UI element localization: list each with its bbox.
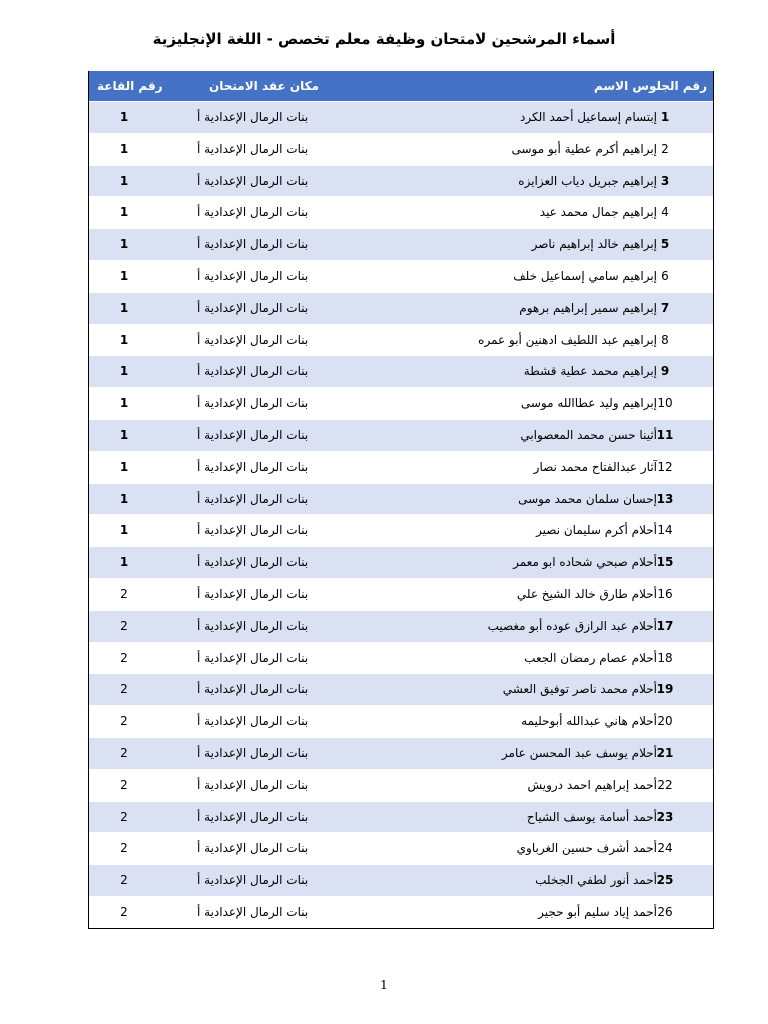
exam-place: بنات الرمال الإعدادية أ	[197, 618, 309, 633]
seat-number: 20	[657, 714, 673, 729]
seat-number: 25	[656, 873, 674, 888]
candidate-name: إبراهيم وليد عطاالله موسى	[520, 396, 657, 411]
hall-number: 2	[120, 777, 128, 792]
exam-place: بنات الرمال الإعدادية أ	[197, 205, 309, 220]
table-row	[89, 324, 713, 356]
table-row	[89, 419, 713, 451]
seat-number: 14	[657, 523, 673, 538]
exam-place: بنات الرمال الإعدادية أ	[197, 141, 309, 156]
exam-place: بنات الرمال الإعدادية أ	[197, 745, 309, 760]
candidate-name: إبتسام إسماعيل أحمد الكرد	[520, 110, 657, 124]
candidate-name: أحلام أكرم سليمان نصير	[536, 523, 657, 538]
seat-number: 13	[656, 491, 674, 506]
hall-number: 1	[119, 491, 129, 506]
header-seat-name: رقم الجلوس الاسم	[593, 79, 707, 93]
candidate-name: إبراهيم أكرم عطية أبو موسى	[511, 141, 657, 156]
table-row	[89, 514, 713, 546]
table-row	[89, 292, 713, 324]
candidate-name: أحمد أسامة يوسف الشياح	[526, 809, 657, 824]
seat-number: 15	[656, 555, 674, 570]
exam-place: بنات الرمال الإعدادية أ	[197, 904, 309, 919]
hall-number: 2	[120, 841, 128, 856]
seat-number: 17	[656, 618, 674, 633]
table-row	[89, 165, 713, 197]
table-row	[89, 260, 713, 292]
exam-place: بنات الرمال الإعدادية أ	[197, 873, 309, 888]
candidate-name: إبراهيم جبريل دياب العزايزه	[518, 173, 657, 188]
table-row	[89, 387, 713, 419]
seat-number: 24	[657, 841, 673, 856]
seat-number: 22	[657, 777, 673, 792]
seat-number: 3	[660, 173, 670, 188]
hall-number: 1	[119, 205, 129, 220]
table-row	[89, 673, 713, 705]
hall-number: 2	[120, 873, 128, 888]
seat-number: 5	[660, 237, 670, 252]
table-body	[89, 101, 713, 928]
exam-place: بنات الرمال الإعدادية أ	[197, 650, 309, 665]
table-row	[89, 610, 713, 642]
hall-number: 2	[120, 682, 128, 697]
hall-number: 1	[119, 300, 129, 315]
page-title: أسماء المرشحين لامتحان وظيفة معلم تخصص - اللغة الإنجليزية	[152, 30, 616, 48]
table-row	[89, 642, 713, 674]
candidate-name: إبراهيم خالد إبراهيم ناصر	[531, 237, 657, 252]
hall-number: 1	[119, 141, 129, 156]
exam-place: بنات الرمال الإعدادية أ	[197, 268, 309, 283]
table-row	[89, 896, 713, 928]
hall-number: 1	[119, 396, 129, 411]
table-row	[89, 864, 713, 896]
candidate-name: أحمد أنور لطفي الجخلب	[535, 873, 657, 888]
table-row	[89, 546, 713, 578]
table-header	[89, 71, 713, 101]
table-row	[89, 801, 713, 833]
seat-number: 12	[657, 459, 673, 474]
seat-number: 23	[656, 809, 674, 824]
candidate-name: أحلام محمد ناصر توفيق العشي	[502, 682, 657, 697]
seat-number: 6	[661, 268, 669, 283]
hall-number: 1	[119, 523, 129, 538]
seat-number: 7	[660, 300, 670, 315]
hall-number: 1	[119, 237, 129, 252]
table-row	[89, 483, 713, 515]
candidate-name: أحمد إياد سليم أبو حجير	[538, 904, 657, 919]
candidate-name: أحلام صبحي شحاده ابو معمر	[513, 555, 657, 570]
candidate-name: إبراهيم محمد عطية قشطة	[523, 364, 657, 379]
exam-place: بنات الرمال الإعدادية أ	[197, 682, 309, 697]
seat-number: 19	[656, 682, 674, 697]
table-row	[89, 228, 713, 260]
candidate-name: أحلام عصام رمضان الجعب	[524, 650, 657, 665]
hall-number: 2	[120, 714, 128, 729]
candidate-name: أحلام عبد الرازق عوده أبو مغصيب	[487, 618, 657, 633]
hall-number: 2	[120, 745, 128, 760]
exam-place: بنات الرمال الإعدادية أ	[197, 555, 309, 570]
exam-place: بنات الرمال الإعدادية أ	[197, 459, 309, 474]
candidate-name: أحمد أشرف حسين الغرباوي	[516, 841, 657, 856]
exam-place: بنات الرمال الإعدادية أ	[197, 586, 309, 601]
seat-number: 8	[661, 332, 669, 347]
hall-number: 2	[120, 650, 128, 665]
exam-place: بنات الرمال الإعدادية أ	[197, 777, 309, 792]
seat-number: 21	[656, 745, 674, 760]
table-row	[89, 737, 713, 769]
exam-place: بنات الرمال الإعدادية أ	[197, 714, 309, 729]
exam-place: بنات الرمال الإعدادية أ	[197, 491, 309, 506]
hall-number: 2	[120, 809, 128, 824]
hall-number: 1	[119, 173, 129, 188]
candidate-name: إبراهيم عبد اللطيف ادهنين أبو عمره	[478, 332, 657, 347]
seat-number: 26	[657, 904, 673, 919]
table-row	[89, 832, 713, 864]
candidate-name: إحسان سلمان محمد موسى	[518, 491, 657, 506]
table-row	[89, 769, 713, 801]
seat-number: 9	[660, 364, 670, 379]
exam-place: بنات الرمال الإعدادية أ	[197, 300, 309, 315]
table-row	[89, 578, 713, 610]
header-place: مكان عقد الامتحان	[209, 79, 320, 93]
table-row	[89, 451, 713, 483]
seat-number: 2	[661, 141, 669, 156]
exam-place: بنات الرمال الإعدادية أ	[197, 110, 309, 124]
candidate-name: إبراهيم سمير إبراهيم برهوم	[519, 300, 657, 315]
hall-number: 2	[120, 586, 128, 601]
table-row	[89, 133, 713, 165]
exam-place: بنات الرمال الإعدادية أ	[197, 396, 309, 411]
seat-number: 11	[656, 427, 674, 442]
seat-number: 18	[657, 650, 673, 665]
hall-number: 2	[120, 904, 128, 919]
table-row	[89, 705, 713, 737]
hall-number: 2	[120, 618, 128, 633]
page-number: 1	[380, 978, 388, 992]
exam-place: بنات الرمال الإعدادية أ	[197, 237, 309, 252]
table-row	[89, 101, 713, 133]
candidate-name: أحلام طارق خالد الشيخ علي	[516, 586, 657, 601]
hall-number: 1	[119, 110, 129, 124]
hall-number: 1	[119, 332, 129, 347]
candidate-name: أحلام يوسف عبد المحسن عامر	[501, 745, 657, 760]
candidate-name: أحلام هاني عبدالله أبوحليمه	[521, 714, 657, 729]
table-row	[89, 196, 713, 228]
candidate-name: أحمد إبراهيم احمد درويش	[527, 777, 657, 792]
exam-place: بنات الرمال الإعدادية أ	[197, 427, 309, 442]
header-hall: رقم القاعة	[97, 79, 163, 93]
candidate-name: أثينا حسن محمد المعصوابي	[520, 427, 657, 442]
exam-place: بنات الرمال الإعدادية أ	[197, 809, 309, 824]
table-row	[89, 355, 713, 387]
seat-number: 1	[660, 110, 670, 124]
hall-number: 1	[119, 364, 129, 379]
exam-place: بنات الرمال الإعدادية أ	[197, 523, 309, 538]
candidate-name: آثار عبدالفتاح محمد نصار	[533, 459, 657, 474]
candidate-name: إبراهيم سامي إسماعيل خلف	[513, 268, 657, 283]
exam-place: بنات الرمال الإعدادية أ	[197, 364, 309, 379]
hall-number: 1	[119, 427, 129, 442]
seat-number: 10	[657, 396, 673, 411]
seat-number: 16	[657, 586, 673, 601]
exam-place: بنات الرمال الإعدادية أ	[197, 173, 309, 188]
hall-number: 1	[119, 555, 129, 570]
exam-place: بنات الرمال الإعدادية أ	[197, 841, 309, 856]
hall-number: 1	[119, 268, 129, 283]
seat-number: 4	[661, 205, 669, 220]
candidates-table	[88, 71, 714, 929]
candidate-name: إبراهيم جمال محمد عيد	[539, 205, 657, 220]
exam-place: بنات الرمال الإعدادية أ	[197, 332, 309, 347]
hall-number: 1	[119, 459, 129, 474]
